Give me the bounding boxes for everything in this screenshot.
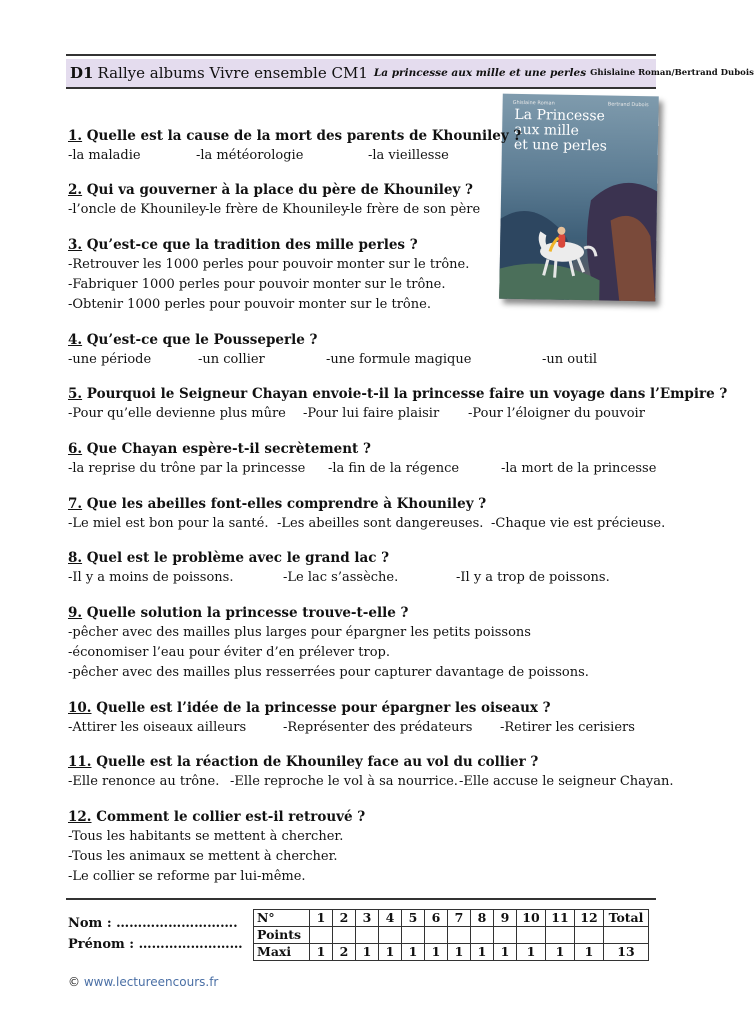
cover-title-line: La Princesse (514, 106, 606, 125)
answer-option[interactable]: -Le lac s’assèche. (283, 570, 399, 585)
score-points-cell[interactable] (310, 927, 333, 944)
score-points-cell[interactable] (517, 927, 546, 944)
question-text: Quelle est la cause de la mort des parents de Khouniley ? (82, 128, 522, 144)
score-table-points-row (254, 927, 649, 944)
score-maxi-cell: 1 (356, 944, 379, 961)
score-points-cell[interactable] (494, 927, 517, 944)
question-number: 4. (68, 332, 83, 348)
question-6 (68, 441, 371, 457)
score-column-header: 11 (546, 910, 575, 927)
answer-option[interactable]: -Retirer les cerisiers (500, 720, 635, 735)
question-number: 12. (68, 809, 92, 825)
score-total-header: Total (604, 910, 649, 927)
student-name-field[interactable]: Nom : ………………………. (68, 916, 238, 931)
score-column-header: 9 (494, 910, 517, 927)
score-table-header-row (254, 910, 649, 927)
worksheet-code: D1 (70, 64, 94, 82)
answer-option[interactable]: -Pour qu’elle devienne plus mûre (68, 406, 286, 421)
question-text: Que Chayan espère-t-il secrètement ? (82, 441, 371, 457)
answer-option[interactable]: -un collier (198, 352, 265, 367)
score-maxi-cell: 1 (310, 944, 333, 961)
score-maxi-total-cell: 13 (604, 944, 649, 961)
score-maxi-cell: 1 (379, 944, 402, 961)
score-maxi-cell: 1 (471, 944, 494, 961)
answer-option[interactable]: -la fin de la régence (328, 461, 460, 476)
question-number: 7. (68, 496, 83, 512)
question-4 (68, 332, 317, 348)
worksheet-header (66, 59, 754, 89)
answer-option[interactable]: -économiser l’eau pour éviter d’en prélever trop. (68, 645, 390, 660)
score-column-header: 4 (379, 910, 402, 927)
question-7 (68, 496, 486, 512)
question-number: 11. (68, 754, 92, 770)
score-points-cell[interactable] (575, 927, 604, 944)
score-points-cell[interactable] (333, 927, 356, 944)
answer-option[interactable]: -Pour lui faire plaisir (303, 406, 440, 421)
score-column-header: 2 (333, 910, 356, 927)
score-column-header: 7 (448, 910, 471, 927)
answer-option[interactable]: -la mort de la princesse (501, 461, 657, 476)
cover-author-1: Ghislaine Roman (512, 99, 555, 107)
answer-option[interactable]: -Elle renonce au trône. (68, 774, 220, 789)
score-table-maxi-row (254, 944, 649, 961)
footer-top-rule (66, 898, 656, 900)
book-authors: Ghislaine Roman/Bertrand Dubois (590, 68, 754, 78)
answer-option[interactable]: -la vieillesse (368, 148, 449, 163)
question-2 (68, 182, 473, 198)
score-header-label: N° (254, 910, 310, 927)
score-points-cell[interactable] (546, 927, 575, 944)
cover-illustration (499, 159, 657, 302)
score-maxi-cell: 1 (575, 944, 604, 961)
score-maxi-cell: 1 (517, 944, 546, 961)
answer-option[interactable]: -pêcher avec des mailles plus resserrées pour capturer davantage de poissons. (68, 665, 589, 680)
question-number: 9. (68, 605, 83, 621)
cover-author-2: Bertrand Dubois (607, 101, 649, 109)
answer-option[interactable]: -une période (68, 352, 152, 367)
question-5 (68, 386, 727, 402)
question-text: Quelle solution la princesse trouve-t-elle ? (82, 605, 409, 621)
question-number: 8. (68, 550, 83, 566)
question-text: Comment le collier est-il retrouvé ? (91, 809, 366, 825)
answer-option[interactable]: -Elle accuse le seigneur Chayan. (459, 774, 674, 789)
cover-title-line: et une perles (513, 136, 608, 155)
question-text: Pourquoi le Seigneur Chayan envoie-t-il la princesse faire un voyage dans l’Empire ? (82, 386, 728, 402)
question-number: 1. (68, 128, 83, 144)
question-number: 5. (68, 386, 83, 402)
question-text: Qui va gouverner à la place du père de Khouniley ? (82, 182, 473, 198)
worksheet-series: Rallye albums Vivre ensemble CM1 (97, 64, 368, 82)
website-link[interactable]: www.lectureencours.fr (83, 975, 219, 989)
answer-option[interactable]: -la météorologie (196, 148, 304, 163)
score-maxi-cell: 1 (546, 944, 575, 961)
cover-title-line: aux mille (514, 121, 580, 139)
score-points-cell[interactable] (402, 927, 425, 944)
answer-option[interactable]: -Il y a trop de poissons. (456, 570, 610, 585)
question-number: 3. (68, 237, 83, 253)
score-column-header: 12 (575, 910, 604, 927)
score-column-header: 10 (517, 910, 546, 927)
score-maxi-cell: 1 (448, 944, 471, 961)
score-maxi-cell: 1 (494, 944, 517, 961)
answer-option[interactable]: -Le miel est bon pour la santé. (68, 516, 269, 531)
book-cover-image (499, 94, 659, 302)
score-points-cell[interactable] (448, 927, 471, 944)
score-points-cell[interactable] (425, 927, 448, 944)
answer-option[interactable]: -Attirer les oiseaux ailleurs (68, 720, 247, 735)
score-maxi-cell: 2 (333, 944, 356, 961)
answer-option[interactable]: -Il y a moins de poissons. (68, 570, 234, 585)
answer-option[interactable]: -Obtenir 1000 perles pour pouvoir monter sur le trône. (68, 297, 431, 312)
score-column-header: 3 (356, 910, 379, 927)
header-top-rule (66, 54, 656, 56)
question-number: 2. (68, 182, 83, 198)
answer-option[interactable]: -Les abeilles sont dangereuses. (277, 516, 484, 531)
question-3 (68, 237, 418, 253)
answer-option[interactable]: -Tous les animaux se mettent à chercher. (68, 849, 338, 864)
answer-option[interactable]: -le frère de Khouniley (205, 202, 349, 217)
score-maxi-label: Maxi (254, 944, 310, 961)
answer-option[interactable]: -la reprise du trône par la princesse (68, 461, 306, 476)
question-text: Quelle est la réaction de Khouniley face au vol du collier ? (91, 754, 539, 770)
question-number: 10. (68, 700, 92, 716)
question-number: 6. (68, 441, 83, 457)
footer-credit (68, 975, 218, 989)
cover-title (514, 108, 651, 155)
answer-option[interactable]: -le frère de son père (346, 202, 481, 217)
answer-option[interactable]: -Représenter des prédateurs (283, 720, 473, 735)
score-maxi-cell: 1 (402, 944, 425, 961)
answer-option[interactable]: -Chaque vie est précieuse. (491, 516, 666, 531)
student-firstname-field[interactable]: Prénom : …………………… (68, 937, 243, 952)
answer-option[interactable]: -pêcher avec des mailles plus larges pour épargner les petits poissons (68, 625, 531, 640)
score-column-header: 5 (402, 910, 425, 927)
question-text: Quel est le problème avec le grand lac ? (82, 550, 390, 566)
answer-option[interactable]: -la maladie (68, 148, 141, 163)
question-9 (68, 605, 408, 621)
answer-option[interactable]: -un outil (542, 352, 598, 367)
question-text: Qu’est-ce que le Pousseperle ? (82, 332, 318, 348)
question-text: Qu’est-ce que la tradition des mille perles ? (82, 237, 418, 253)
answer-option[interactable]: -l’oncle de Khouniley (68, 202, 207, 217)
answer-option[interactable]: -Tous les habitants se mettent à chercher. (68, 829, 344, 844)
question-1 (68, 128, 521, 144)
question-12 (68, 809, 365, 825)
question-11 (68, 754, 538, 770)
score-column-header: 1 (310, 910, 333, 927)
score-points-total-cell[interactable] (604, 927, 649, 944)
score-column-header: 8 (471, 910, 494, 927)
score-points-cell[interactable] (379, 927, 402, 944)
copyright-symbol: © (68, 975, 80, 989)
score-points-cell[interactable] (356, 927, 379, 944)
question-text: Que les abeilles font-elles comprendre à Khouniley ? (82, 496, 487, 512)
score-points-cell[interactable] (471, 927, 494, 944)
answer-option[interactable]: -Pour l’éloigner du pouvoir (468, 406, 645, 421)
book-title: La princesse aux mille et une perles (373, 67, 587, 79)
score-maxi-cell: 1 (425, 944, 448, 961)
score-points-label: Points (254, 927, 310, 944)
answer-option[interactable]: -Retrouver les 1000 perles pour pouvoir monter sur le trône. (68, 257, 470, 272)
answer-option[interactable]: -Fabriquer 1000 perles pour pouvoir monter sur le trône. (68, 277, 446, 292)
answer-option[interactable]: -Elle reproche le vol à sa nourrice. (230, 774, 458, 789)
question-text: Quelle est l’idée de la princesse pour épargner les oiseaux ? (91, 700, 551, 716)
answer-option[interactable]: -une formule magique (326, 352, 472, 367)
question-8 (68, 550, 389, 566)
answer-option[interactable]: -Le collier se reforme par lui-même. (68, 869, 306, 884)
score-table (253, 909, 649, 961)
score-column-header: 6 (425, 910, 448, 927)
question-10 (68, 700, 551, 716)
